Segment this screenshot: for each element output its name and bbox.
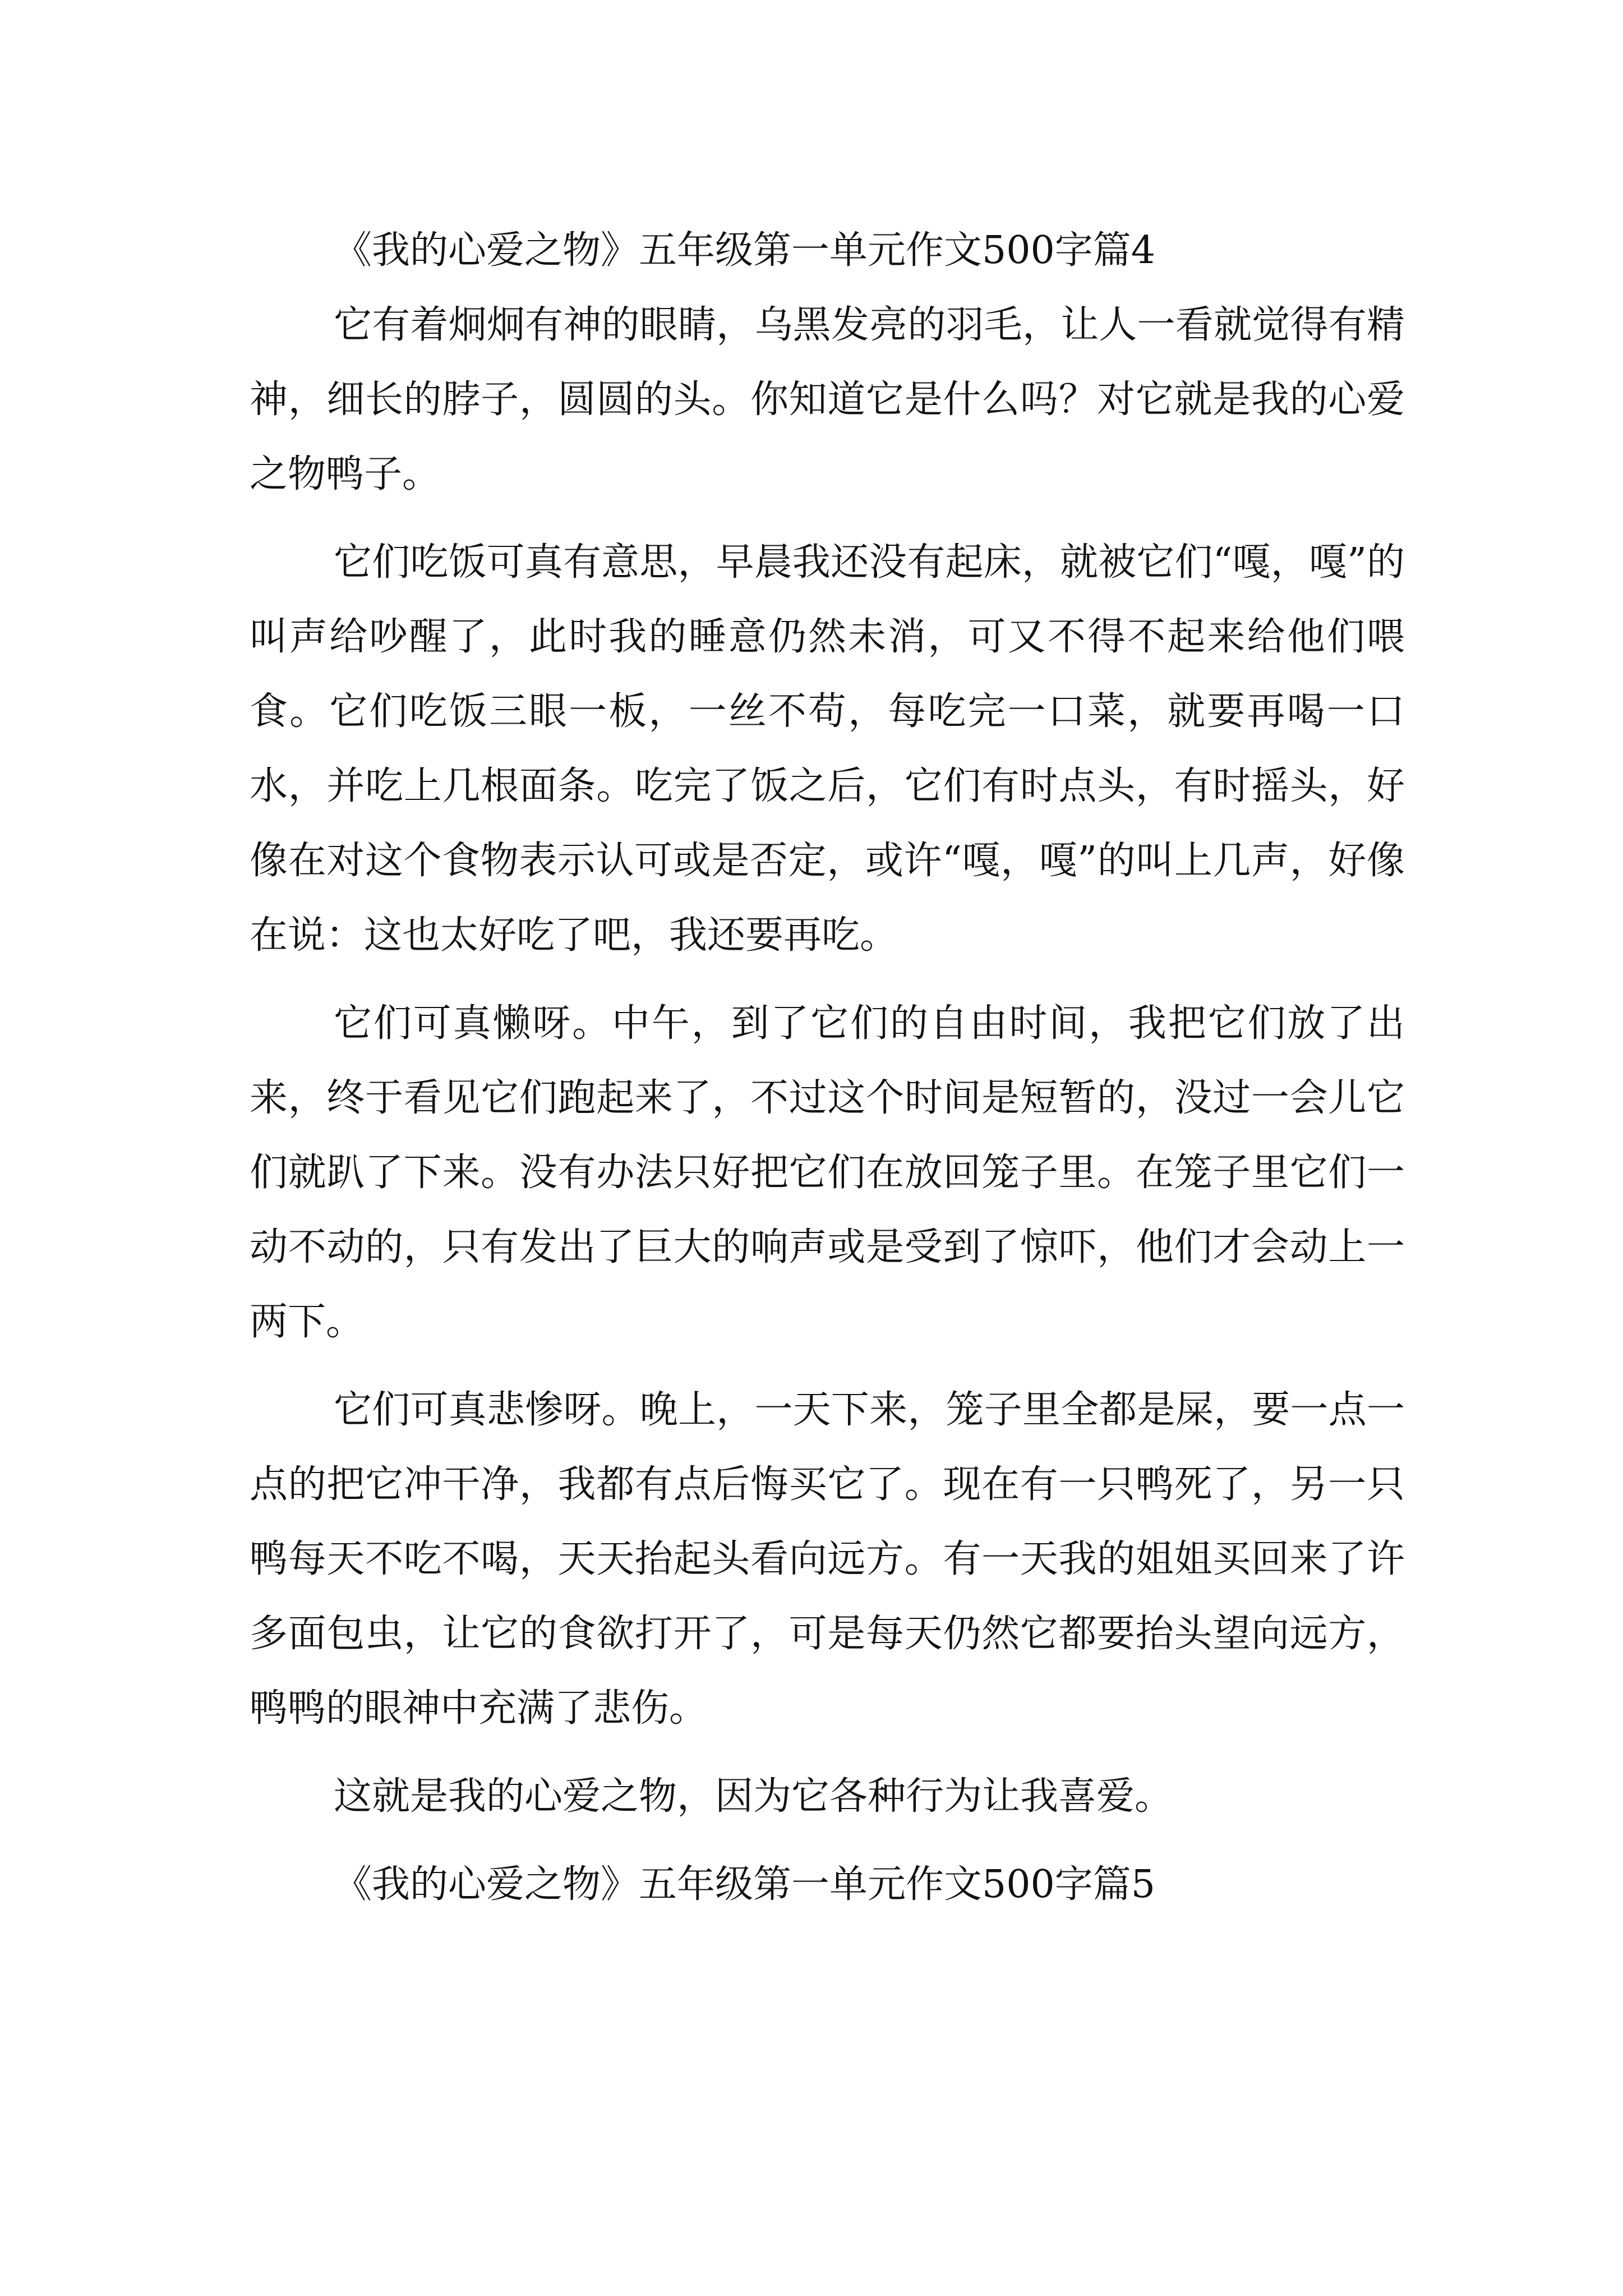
spacer <box>250 1359 1405 1373</box>
spacer <box>250 512 1405 525</box>
spacer <box>250 1834 1405 1847</box>
essay-5-title: 《我的心爱之物》五年级第一单元作文500字篇5 <box>334 1862 1156 1907</box>
paragraph-1: 它有着炯炯有神的眼睛，乌黑发亮的羽毛，让人一看就觉得有精神，细长的脖子，圆圆的头。你知道它是什么吗？对它就是我的心爱之物鸭子。 <box>250 303 1405 496</box>
spacer <box>250 1746 1405 1759</box>
paragraph-4: 它们可真悲惨呀。晚上，一天下来，笼子里全都是屎，要一点一点的把它冲干净，我都有点后悔买它了。现在有一只鸭死了，另一只鸭每天不吃不喝，天天抬起头看向远方。有一天我的姐姐买回来了许多面包虫，让它的食欲打开了，可是每天仍然它都要抬头望向远方，鸭鸭的眼神中充满了悲伤。 <box>250 1388 1405 1731</box>
paragraph-2: 它们吃饭可真有意思，早晨我还没有起床，就被它们“嘎，嘎”的叫声给吵醒了，此时我的睡意仍然未消，可又不得不起来给他们喂食。它们吃饭三眼一板，一丝不苟，每吃完一口菜，就要再喝一口水，并吃上几根面条。吃完了饭之后，它们有时点头，有时摇头，好像在对这个食物表示认可或是否定，或许“嘎，嘎”的叫上几声，好像在说：这也太好吃了吧，我还要再吃。 <box>250 540 1405 958</box>
essay-4-title: 《我的心爱之物》五年级第一单元作文500字篇4 <box>334 228 1156 273</box>
paragraph-5: 这就是我的心爱之物，因为它各种行为让我喜爱。 <box>334 1774 1173 1819</box>
spacer <box>250 973 1405 986</box>
paragraph-3: 它们可真懒呀。中午，到了它们的自由时间，我把它们放了出来，终于看见它们跑起来了，不过这个时间是短暂的，没过一会儿它们就趴了下来。没有办法只好把它们在放回笼子里。在笼子里它们一动不动的，只有发出了巨大的响声或是受到了惊吓，他们才会动上一两下。 <box>250 1001 1405 1344</box>
document-page <box>250 213 1405 1922</box>
